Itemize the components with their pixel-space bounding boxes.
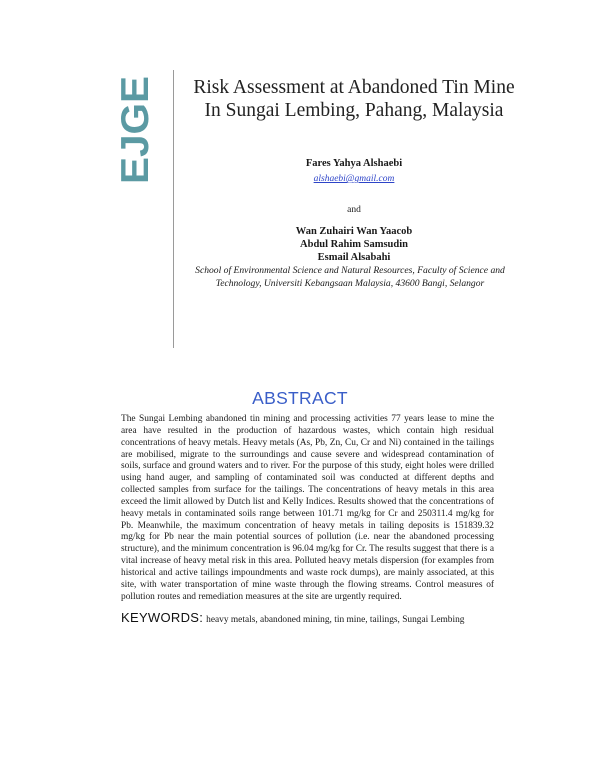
keywords-text: heavy metals, abandoned mining, tin mine, tailings, Sungai Lembing xyxy=(206,615,465,625)
keywords-line xyxy=(121,609,521,627)
authors-and: and xyxy=(347,205,361,215)
author-email-link[interactable]: alshaebi@gmail.com xyxy=(313,174,395,184)
abstract-body: The Sungai Lembing abandoned tin mining and processing activities 77 years lease to mine the area have resulted in the production of hazardous wastes, which contain high residual concentrations of heavy metals. Heavy metals (As, Pb, Zn, Cu, Cr and Ni) contained in the tailings are mobilised, migrate to the surroundings and cause severe and widespread contamination of soils, surface and ground waters and to river. For the purpose of this study, eight holes were drilled using hand auger, and sampling of contaminated soil was conducted at different depths and collected samples from surface for the tailings. The concentrations of heavy metals in this area exceed the limit allowed by Dutch list and Kelly Indices. Results showed that the concentrations of heavy metals in contaminated soils range between 101.71 mg/kg for Cr and 250311.4 mg/kg for Pb. Meanwhile, the maximum concentration of heavy metals in tailing deposits is 151839.32 mg/kg for Pb near the main potential sources of pollution (i.e. near the abandoned processing structure), and the minimum concentration is 96.04 mg/kg for Cr. The results suggest that there is a vital increase of heavy metal risk in this area. Polluted heavy metals dispersion (for examples from historical and active tailings impoundments and waste rock dumps), are mainly associated, at this site, with water transportation of mine waste through the flowing streams. Control measures of pollution routes and remediation measures at the site are urgently required. xyxy=(121,414,494,602)
author-third: Abdul Rahim Samsudin xyxy=(300,239,408,250)
title-line-1: Risk Assessment at Abandoned Tin Mine xyxy=(193,77,515,98)
author-fourth: Esmail Alsabahi xyxy=(317,252,391,263)
title-line-2: In Sungai Lembing, Pahang, Malaysia xyxy=(204,100,504,121)
ejge-logo-graphic xyxy=(114,74,157,186)
keywords-label: KEYWORDS: xyxy=(121,610,204,625)
journal-logo xyxy=(114,74,157,186)
logo-text: EJGE xyxy=(114,79,157,184)
paper-title xyxy=(174,76,534,122)
author-second: Wan Zuhairi Wan Yaacob xyxy=(295,226,413,237)
author-first: Fares Yahya Alshaebi xyxy=(305,158,403,169)
author-affiliation: School of Environmental Science and Natural Resources, Faculty of Science and Technology, Universiti Kebangsaan Malaysia, 43600 Bangi, Selangor xyxy=(195,265,505,289)
abstract-heading: ABSTRACT xyxy=(252,388,348,408)
